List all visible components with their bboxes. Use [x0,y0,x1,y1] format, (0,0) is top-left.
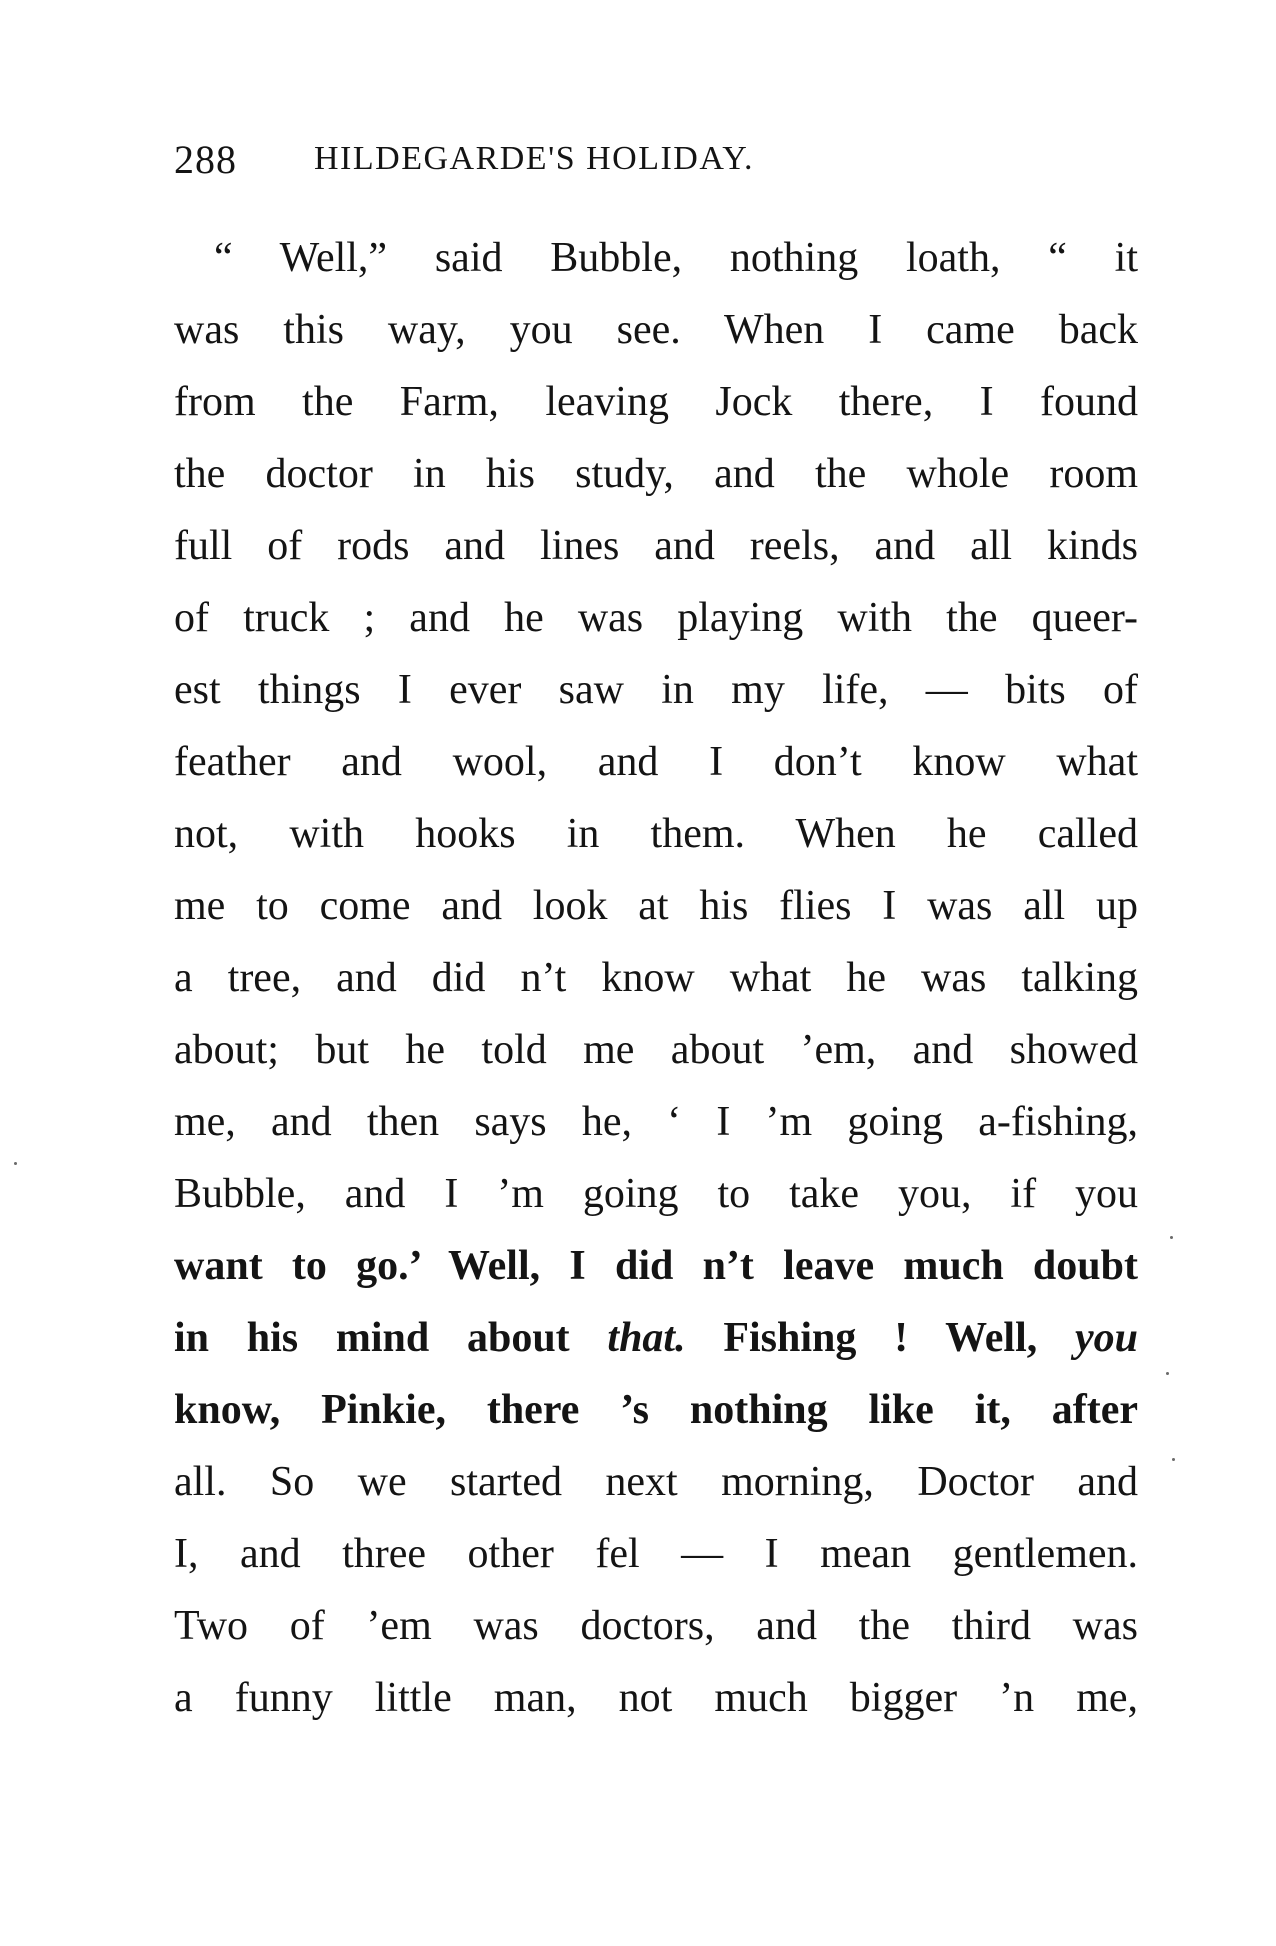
text-line: about; but he told me about ’em, and showed [174,1027,1138,1073]
text-line: a funny little man, not much bigger ’n me, [174,1675,1138,1721]
text-line: a tree, and did n’t know what he was talking [174,955,1138,1001]
print-speck [1170,1236,1173,1239]
page-number: 288 [174,137,237,182]
text-line: me to come and look at his flies I was all up [174,883,1138,929]
text-line: all. So we started next morning, Doctor and [174,1459,1138,1505]
text-line: was this way, you see. When I came back [174,307,1138,353]
text-line: est things I ever saw in my life, — bits of [174,667,1138,713]
text-line-with-italics [174,1302,1138,1374]
text-line: not, with hooks in them. When he called [174,811,1138,857]
text-line: know, Pinkie, there ’s nothing like it, after [174,1387,1138,1433]
print-speck [1166,1372,1169,1375]
body-text [174,222,1138,1734]
text-line: “ Well,” said Bubble, nothing loath, “ it [214,235,1138,281]
print-speck [1172,1458,1175,1461]
text-line: the doctor in his study, and the whole room [174,451,1138,497]
text-line: feather and wool, and I don’t know what [174,739,1138,785]
text-line: want to go.’ Well, I did n’t leave much doubt [174,1243,1138,1289]
running-head [174,136,914,196]
print-speck [14,1162,17,1165]
italic-word-you: you [1074,1315,1138,1361]
text-line: me, and then says he, ‘ I ’m going a-fishing, [174,1099,1138,1145]
text-line: I, and three other fel — I mean gentlemen. [174,1531,1138,1577]
text-line: from the Farm, leaving Jock there, I found [174,379,1138,425]
text-line: of truck ; and he was playing with the queer- [174,595,1138,641]
running-title: HILDEGARDE'S HOLIDAY. [314,140,754,177]
line-segment: in his mind about [174,1315,608,1361]
line-segment: Fishing ! Well, [685,1315,1075,1361]
text-line: Two of ’em was doctors, and the third was [174,1603,1138,1649]
italic-word-that: that. [607,1315,686,1361]
text-line: full of rods and lines and reels, and all kinds [174,523,1138,569]
text-line: Bubble, and I ’m going to take you, if you [174,1171,1138,1217]
